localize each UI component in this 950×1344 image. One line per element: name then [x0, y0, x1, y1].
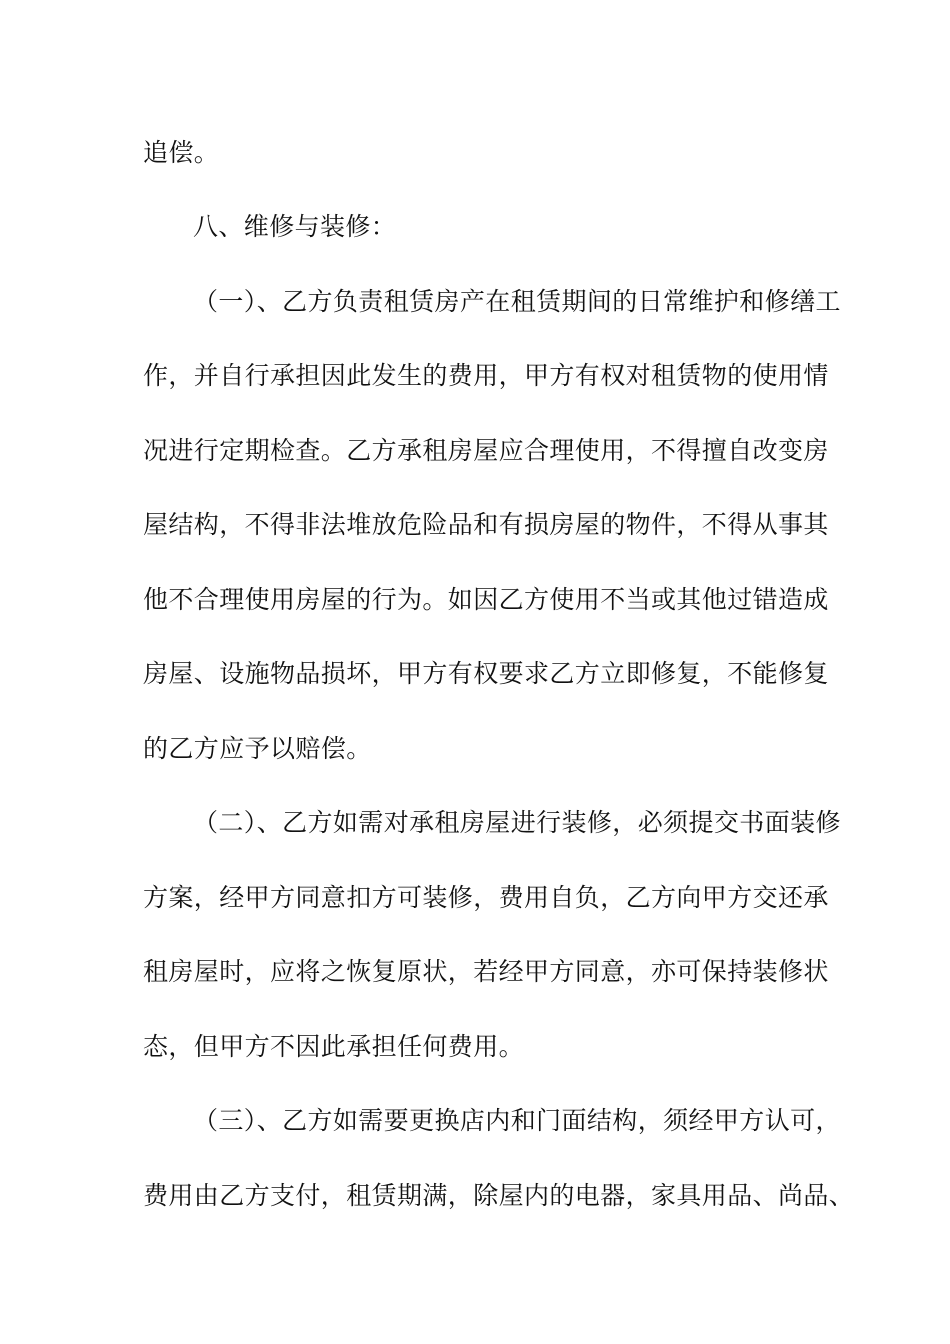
paragraph-line: 的乙方应予以赔偿。	[143, 734, 372, 763]
paragraph-line: （一）、乙方负责租赁房产在租赁期间的日常维护和修缮工	[193, 287, 841, 316]
paragraph-line: 费用由乙方支付，租赁期满，除屋内的电器，家具用品、尚品、	[143, 1181, 855, 1210]
paragraph-line: 追偿。	[143, 138, 220, 167]
paragraph-line: 房屋、设施物品损坏，甲方有权要求乙方立即修复，不能修复	[143, 659, 829, 688]
section-heading: 八、维修与装修：	[193, 212, 397, 241]
paragraph-line: （二）、乙方如需对承租房屋进行装修，必须提交书面装修	[193, 808, 841, 837]
paragraph-line: 他不合理使用房屋的行为。如因乙方使用不当或其他过错造成	[143, 585, 829, 614]
paragraph-line: 况进行定期检查。乙方承租房屋应合理使用，不得擅自改变房	[143, 436, 829, 465]
paragraph-line: 方案，经甲方同意扣方可装修，费用自负，乙方向甲方交还承	[143, 883, 829, 912]
paragraph-line: 租房屋时，应将之恢复原状，若经甲方同意，亦可保持装修状	[143, 957, 829, 986]
paragraph-line: 作，并自行承担因此发生的费用，甲方有权对租赁物的使用情	[143, 361, 829, 390]
paragraph-line: （三）、乙方如需要更换店内和门面结构，须经甲方认可，	[193, 1106, 841, 1135]
paragraph-line: 屋结构，不得非法堆放危险品和有损房屋的物件，不得从事其	[143, 510, 829, 539]
paragraph-line: 态，但甲方不因此承担任何费用。	[143, 1032, 525, 1061]
